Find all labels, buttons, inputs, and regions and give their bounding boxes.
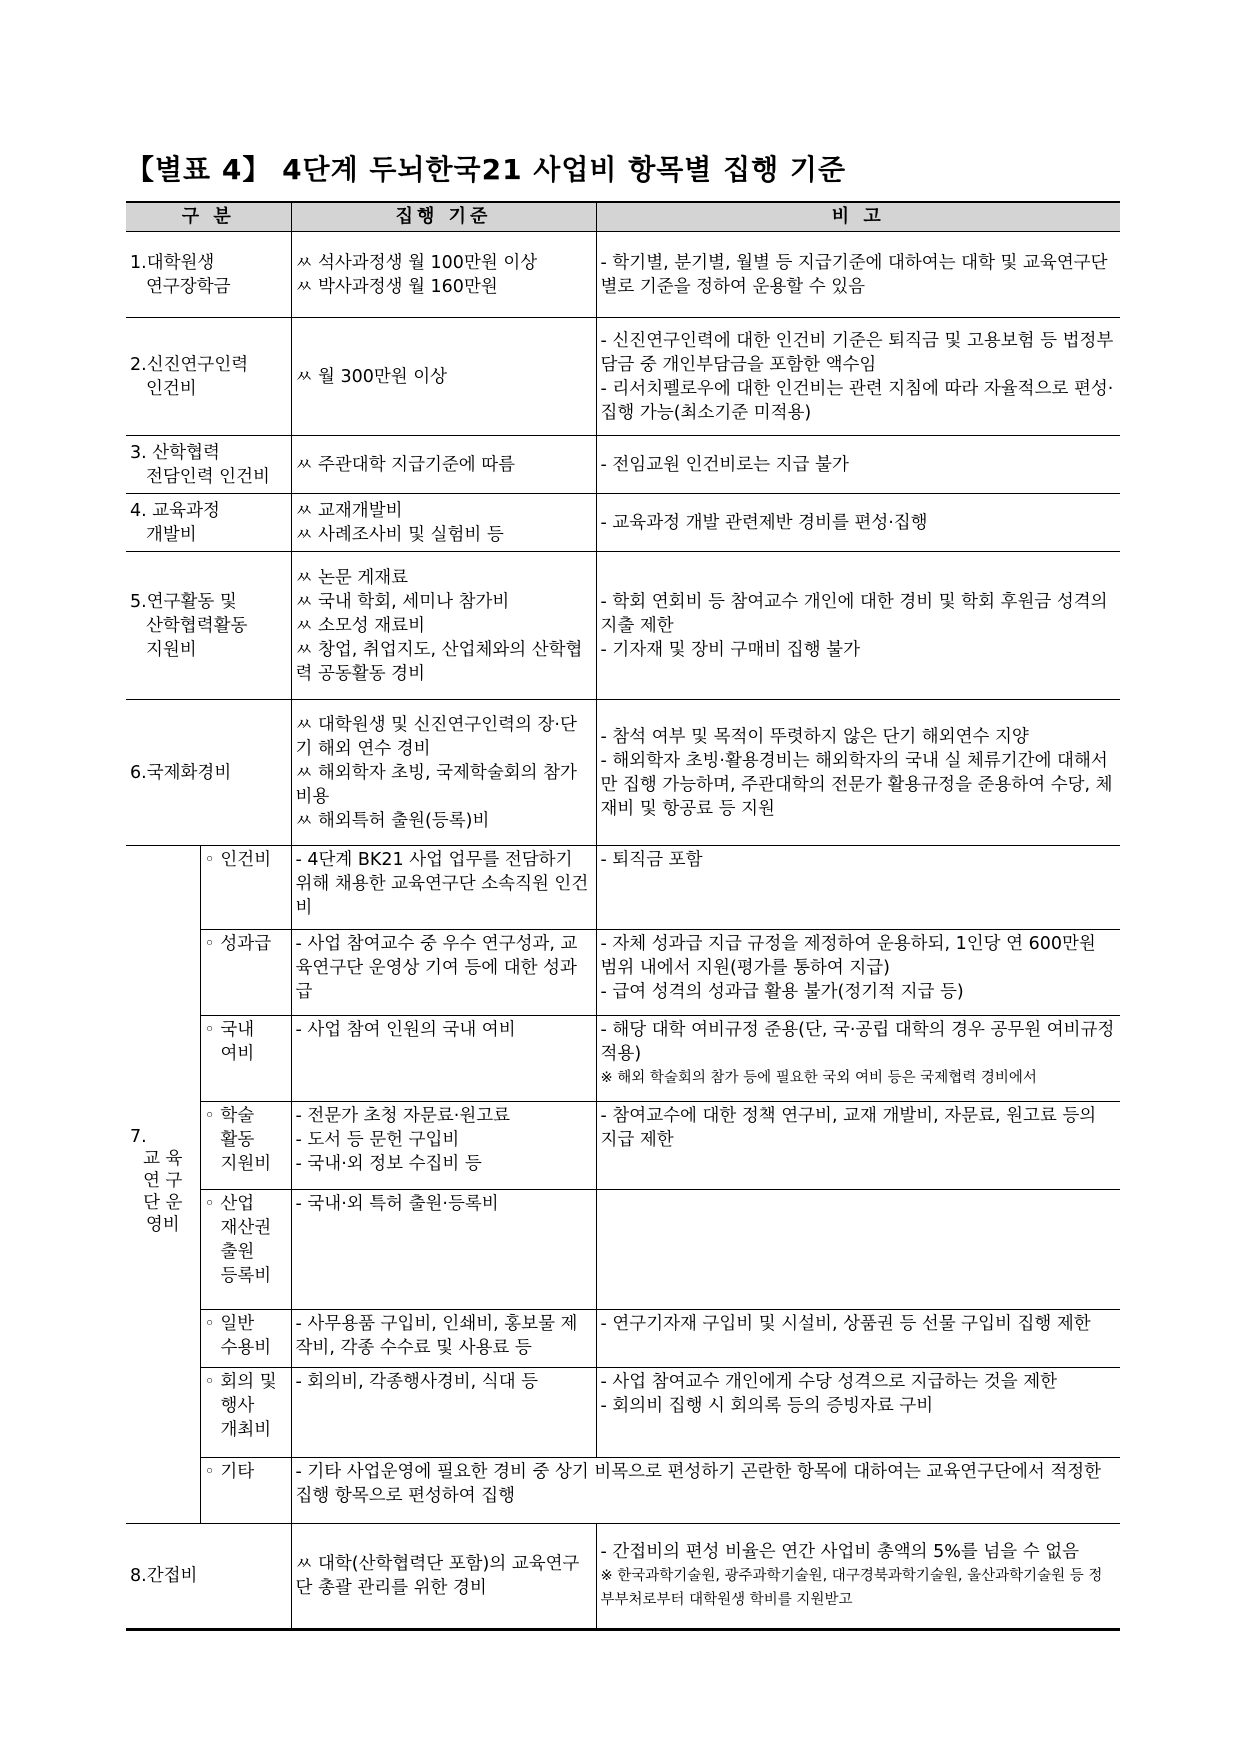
table-row	[126, 1102, 1120, 1190]
row-criteria: ㅆ 논문 게재료 ㅆ 국내 학회, 세미나 참가비 ㅆ 소모성 재료비 ㅆ 창업, 취업지도, 산업체와의 산학협력 공동활동 경비	[291, 552, 596, 700]
subitem-name: ◦ 기타	[200, 1458, 291, 1524]
subitem-criteria: - 사업 참여 인원의 국내 여비	[291, 1016, 596, 1102]
table-row	[126, 930, 1120, 1016]
subitem-remarks	[596, 1190, 1120, 1310]
row-remarks: - 교육과정 개발 관련제반 경비를 편성·집행	[596, 494, 1120, 552]
row-criteria: ㅆ 석사과정생 월 100만원 이상 ㅆ 박사과정생 월 160만원	[291, 232, 596, 318]
row-category: 8.간접비	[126, 1524, 291, 1630]
subitem-criteria: - 사무용품 구입비, 인쇄비, 홍보물 제작비, 각종 수수료 및 사용료 등	[291, 1310, 596, 1368]
subitem-name: ◦ 일반 수용비	[200, 1310, 291, 1368]
table-row	[126, 700, 1120, 846]
table-row	[126, 1458, 1120, 1524]
subitem-criteria: - 국내·외 특허 출원·등록비	[291, 1190, 596, 1310]
row-category: 5.연구활동 및 산학협력활동 지원비	[126, 552, 291, 700]
subitem-remarks: - 퇴직금 포함	[596, 846, 1120, 930]
row-criteria: ㅆ 월 300만원 이상	[291, 318, 596, 436]
row-criteria: ㅆ 교재개발비 ㅆ 사례조사비 및 실험비 등	[291, 494, 596, 552]
row-remarks: - 전임교원 인건비로는 지급 불가	[596, 436, 1120, 494]
table-row	[126, 318, 1120, 436]
subitem-remarks: - 연구기자재 구입비 및 시설비, 상품권 등 선물 구입비 집행 제한	[596, 1310, 1120, 1368]
row-remarks: - 학회 연회비 등 참여교수 개인에 대한 경비 및 학회 후원금 성격의 지출 제한 - 기자재 및 장비 구매비 집행 불가	[596, 552, 1120, 700]
subitem-remarks: - 자체 성과급 지급 규정을 제정하여 운용하되, 1인당 연 600만원 범위 내에서 지원(평가를 통하여 지급) - 급여 성격의 성과급 활용 불가(정기적 지급 등)	[596, 930, 1120, 1016]
row-remarks: - 참석 여부 및 목적이 뚜렷하지 않은 단기 해외연수 지양 - 해외학자 초빙·활용경비는 해외학자의 국내 실 체류기간에 대해서만 집행 가능하며, 주관대학의 전문가 활용규정을 준용하여 수당, 체재비 및 항공료 등 지원	[596, 700, 1120, 846]
table-row	[126, 1016, 1120, 1102]
row-category: 3. 산학협력 전담인력 인건비	[126, 436, 291, 494]
subitem-name: ◦ 산업 재산권 출원 등록비	[200, 1190, 291, 1310]
header-category: 구 분	[126, 202, 291, 232]
row-category: 1.대학원생 연구장학금	[126, 232, 291, 318]
subitem-criteria: - 전문가 초청 자문료·원고료 - 도서 등 문헌 구입비 - 국내·외 정보 수집비 등	[291, 1102, 596, 1190]
row-criteria: ㅆ 주관대학 지급기준에 따름	[291, 436, 596, 494]
subitem-criteria: - 4단계 BK21 사업 업무를 전담하기 위해 채용한 교육연구단 소속직원 인건비	[291, 846, 596, 930]
subitem-criteria: - 사업 참여교수 중 우수 연구성과, 교육연구단 운영상 기여 등에 대한 성과급	[291, 930, 596, 1016]
subitem-other-text: - 기타 사업운영에 필요한 경비 중 상기 비목으로 편성하기 곤란한 항목에 대하여는 교육연구단에서 적정한 집행 항목으로 편성하여 집행	[291, 1458, 1120, 1524]
row-criteria: ㅆ 대학(산학협력단 포함)의 교육연구단 총괄 관리를 위한 경비	[291, 1524, 596, 1630]
remark-note: ※ 해외 학술회의 참가 등에 필요한 국외 여비 등은 국제협력 경비에서	[600, 1070, 1037, 1086]
subitem-name: ◦ 학술 활동 지원비	[200, 1102, 291, 1190]
table-row	[126, 1368, 1120, 1458]
row-category: 6.국제화경비	[126, 700, 291, 846]
page-title: 【별표 4】 4단계 두뇌한국21 사업비 항목별 집행 기준	[126, 153, 847, 186]
subitem-criteria: - 회의비, 각종행사경비, 식대 등	[291, 1368, 596, 1458]
table-row	[126, 1190, 1120, 1310]
table-row	[126, 1310, 1120, 1368]
remark-note: ※ 한국과학기술원, 광주과학기술원, 대구경북과학기술원, 울산과학기술원 등 정부부처로부터 대학원생 학비를 지원받고	[600, 1568, 1103, 1608]
subitem-remarks: - 해당 대학 여비규정 준용(단, 국·공립 대학의 경우 공무원 여비규정 적용) ※ 해외 학술회의 참가 등에 필요한 국외 여비 등은 국제협력 경비에서	[596, 1016, 1120, 1102]
header-remarks: 비 고	[596, 202, 1120, 232]
table-row	[126, 846, 1120, 930]
row-criteria: ㅆ 대학원생 및 신진연구인력의 장·단기 해외 연수 경비 ㅆ 해외학자 초빙, 국제학술회의 참가비용 ㅆ 해외특허 출원(등록)비	[291, 700, 596, 846]
table-header-row	[126, 202, 1120, 232]
row-remarks: - 간접비의 편성 비율은 연간 사업비 총액의 5%를 넘을 수 없음 ※ 한국과학기술원, 광주과학기술원, 대구경북과학기술원, 울산과학기술원 등 정부부처로부터 대학원생 학비를 지원받고	[596, 1524, 1120, 1630]
table-row	[126, 232, 1120, 318]
table-row	[126, 494, 1120, 552]
row-remarks: - 신진연구인력에 대한 인건비 기준은 퇴직금 및 고용보험 등 법정부담금 중 개인부담금을 포함한 액수임 - 리서치펠로우에 대한 인건비는 관련 지침에 따라 자율적으로 편성·집행 가능(최소기준 미적용)	[596, 318, 1120, 436]
subitem-name: ◦ 국내 여비	[200, 1016, 291, 1102]
header-criteria: 집행 기준	[291, 202, 596, 232]
subitem-remarks: - 사업 참여교수 개인에게 수당 성격으로 지급하는 것을 제한 - 회의비 집행 시 회의록 등의 증빙자료 구비	[596, 1368, 1120, 1458]
subitem-name: ◦ 성과급	[200, 930, 291, 1016]
subitem-name: ◦ 회의 및 행사 개최비	[200, 1368, 291, 1458]
budget-standards-table	[126, 201, 1120, 1631]
subitem-remarks: - 참여교수에 대한 정책 연구비, 교재 개발비, 자문료, 원고료 등의 지급 제한	[596, 1102, 1120, 1190]
row-category: 2.신진연구인력 인건비	[126, 318, 291, 436]
table-row	[126, 552, 1120, 700]
group7-category: 7. 교 육 연 구 단 운 영비	[126, 846, 200, 1524]
subitem-name: ◦ 인건비	[200, 846, 291, 930]
row-remarks: - 학기별, 분기별, 월별 등 지급기준에 대하여는 대학 및 교육연구단별로 기준을 정하여 운용할 수 있음	[596, 232, 1120, 318]
row-category: 4. 교육과정 개발비	[126, 494, 291, 552]
table-row	[126, 1524, 1120, 1630]
table-row	[126, 436, 1120, 494]
